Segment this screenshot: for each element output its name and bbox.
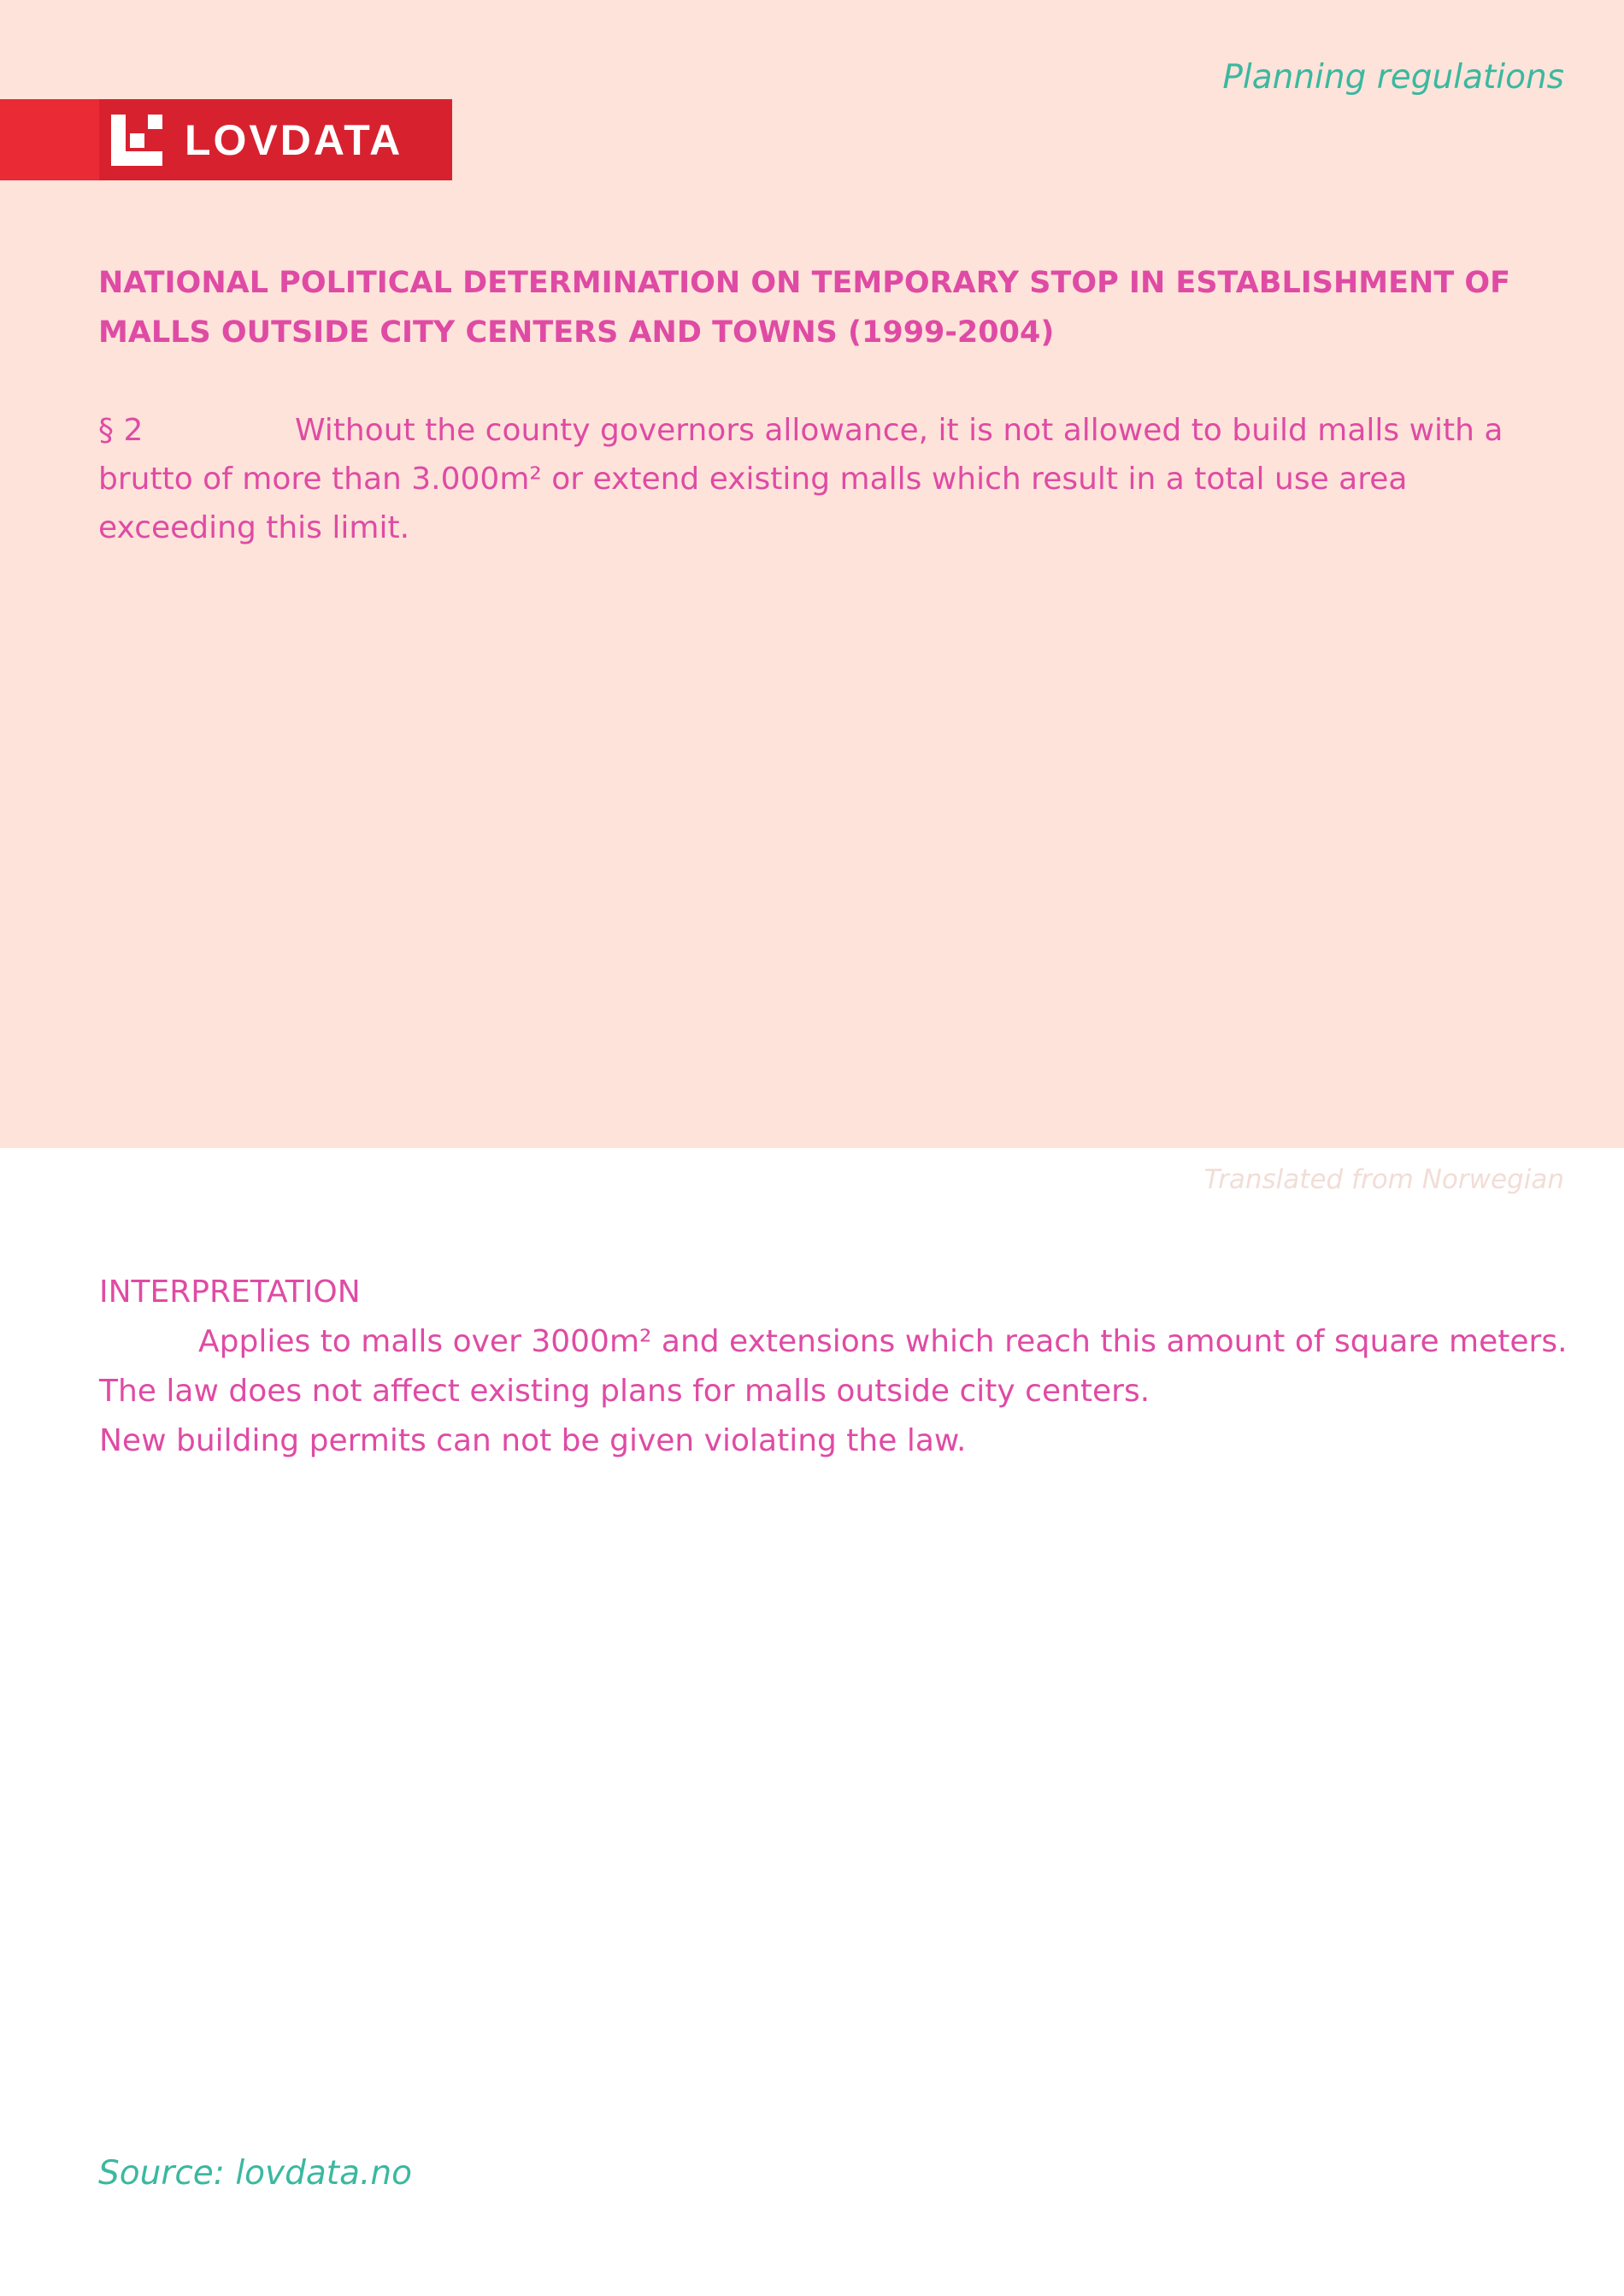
- translation-note: Translated from Norwegian: [1203, 1164, 1564, 1195]
- section-paragraph: [98, 406, 1534, 552]
- interpretation-line: Applies to malls over 3000m² and extensions which reach this amount of square meters.: [198, 1324, 1568, 1359]
- interpretation-line: New building permits can not be given violating the law.: [99, 1423, 967, 1458]
- interpretation-line: The law does not affect existing plans for malls outside city centers.: [99, 1374, 1150, 1409]
- interpretation-body: [99, 1317, 1569, 1466]
- logo-accent-bar: [0, 99, 99, 180]
- section-number: § 2: [98, 413, 144, 448]
- lovdata-logo: [99, 99, 452, 180]
- lovdata-wordmark: LOVDATA: [185, 115, 403, 164]
- section-text: Without the county governors allowance, it is not allowed to build malls with a brutto of more than 3.000m² or extend existing malls which result in a total use area exceeding this limit.: [98, 413, 1503, 545]
- source-citation: Source: lovdata.no: [98, 2154, 412, 2193]
- category-label: Planning regulations: [1222, 58, 1564, 97]
- document-title: NATIONAL POLITICAL DETERMINATION ON TEMPORARY STOP IN ESTABLISHMENT OF MALLS OUTSIDE CITY CENTERS AND TOWNS (1999-2004): [98, 266, 1511, 350]
- interpretation-heading: INTERPRETATION: [99, 1275, 361, 1310]
- lovdata-logo-mark-icon: [111, 115, 162, 166]
